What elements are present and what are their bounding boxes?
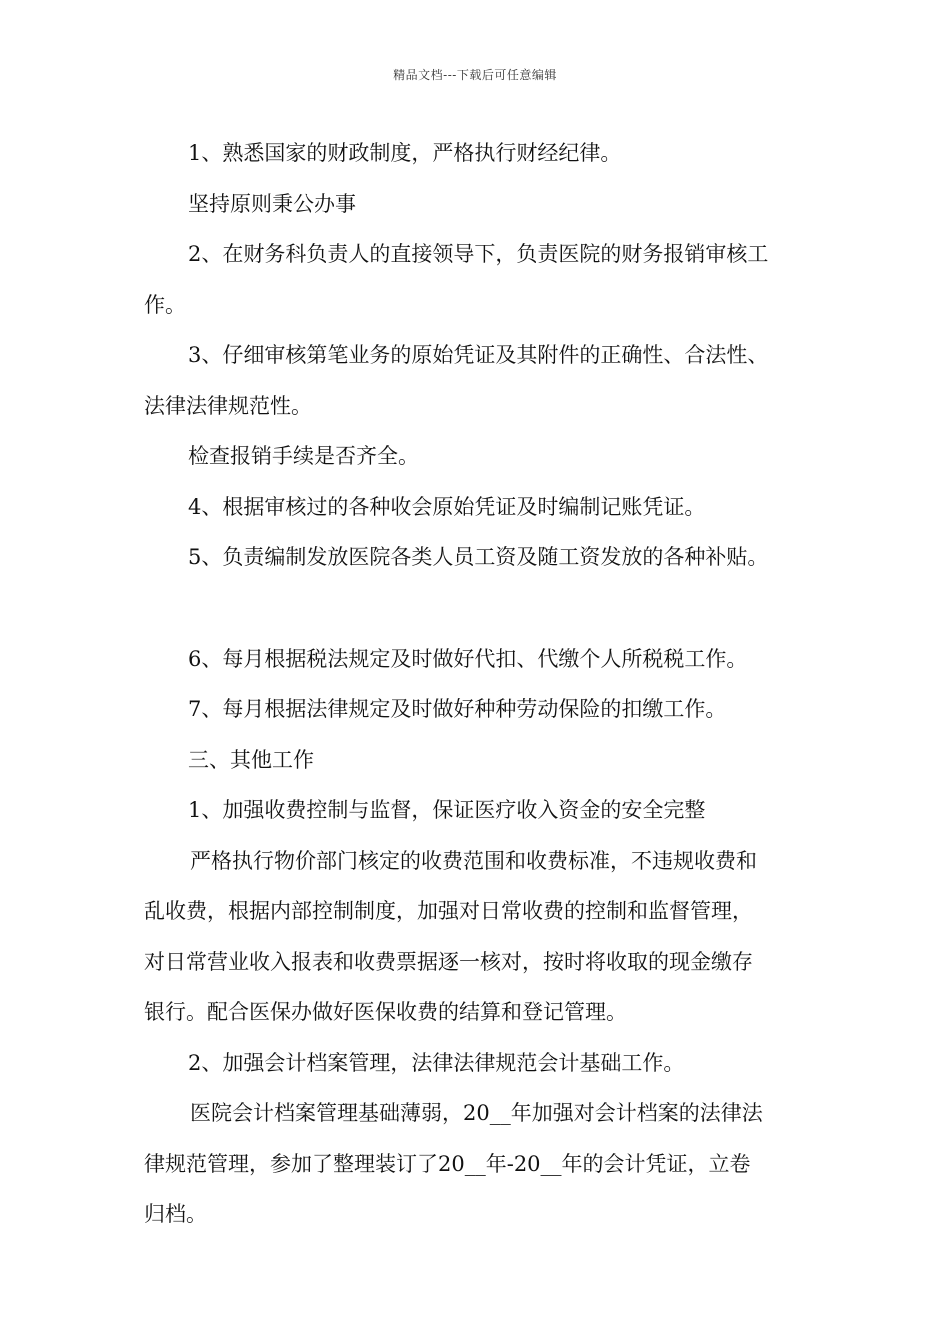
paragraph-line: 7、每月根据法律规定及时做好种种劳动保险的扣缴工作。	[188, 697, 727, 721]
document-body	[144, 128, 808, 1240]
paragraph-line: 乱收费，根据内部控制制度，加强对日常收费的控制和监督管理，	[144, 899, 753, 923]
paragraph-line: 归档。	[144, 1202, 207, 1226]
paragraph-line: 对日常营业收入报表和收费票据逐一核对，按时将收取的现金缴存	[144, 949, 753, 974]
section-heading: 三、其他工作	[188, 747, 314, 772]
paragraph-line: 1、熟悉国家的财政制度，严格执行财经纪律。	[188, 141, 622, 165]
paragraph-line: 医院会计档案管理基础薄弱，20__年加强对会计档案的法律法	[190, 1101, 763, 1125]
paragraph-line: 银行。配合医保办做好医保收费的结算和登记管理。	[144, 1000, 627, 1024]
paragraph-line: 作。	[144, 292, 186, 317]
paragraph-line: 检查报销手续是否齐全。	[188, 444, 419, 468]
paragraph-line: 6、每月根据税法规定及时做好代扣、代缴个人所税税工作。	[188, 646, 748, 671]
blank-line	[144, 583, 808, 634]
paragraph-line: 严格执行物价部门核定的收费范围和收费标准，不违规收费和	[190, 848, 757, 873]
paragraph-line: 法律法律规范性。	[144, 393, 312, 418]
paragraph-line: 2、在财务科负责人的直接领导下，负责医院的财务报销审核工	[188, 242, 769, 266]
page-header: 精品文档---下载后可任意编辑	[393, 68, 557, 82]
paragraph-line: 4、根据审核过的各种收会原始凭证及时编制记账凭证。	[188, 494, 706, 519]
paragraph-line: 5、负责编制发放医院各类人员工资及随工资发放的各种补贴。	[188, 545, 769, 569]
paragraph-line: 3、仔细审核第笔业务的原始凭证及其附件的正确性、合法性、	[188, 343, 769, 367]
paragraph-line: 律规范管理，参加了整理装订了20__年-20__年的会计凭证，立卷	[144, 1151, 751, 1176]
paragraph-line: 1、加强收费控制与监督，保证医疗收入资金的安全完整	[188, 798, 706, 822]
paragraph-line: 坚持原则秉公办事	[188, 191, 356, 216]
paragraph-line: 2、加强会计档案管理，法律法律规范会计基础工作。	[188, 1050, 685, 1075]
